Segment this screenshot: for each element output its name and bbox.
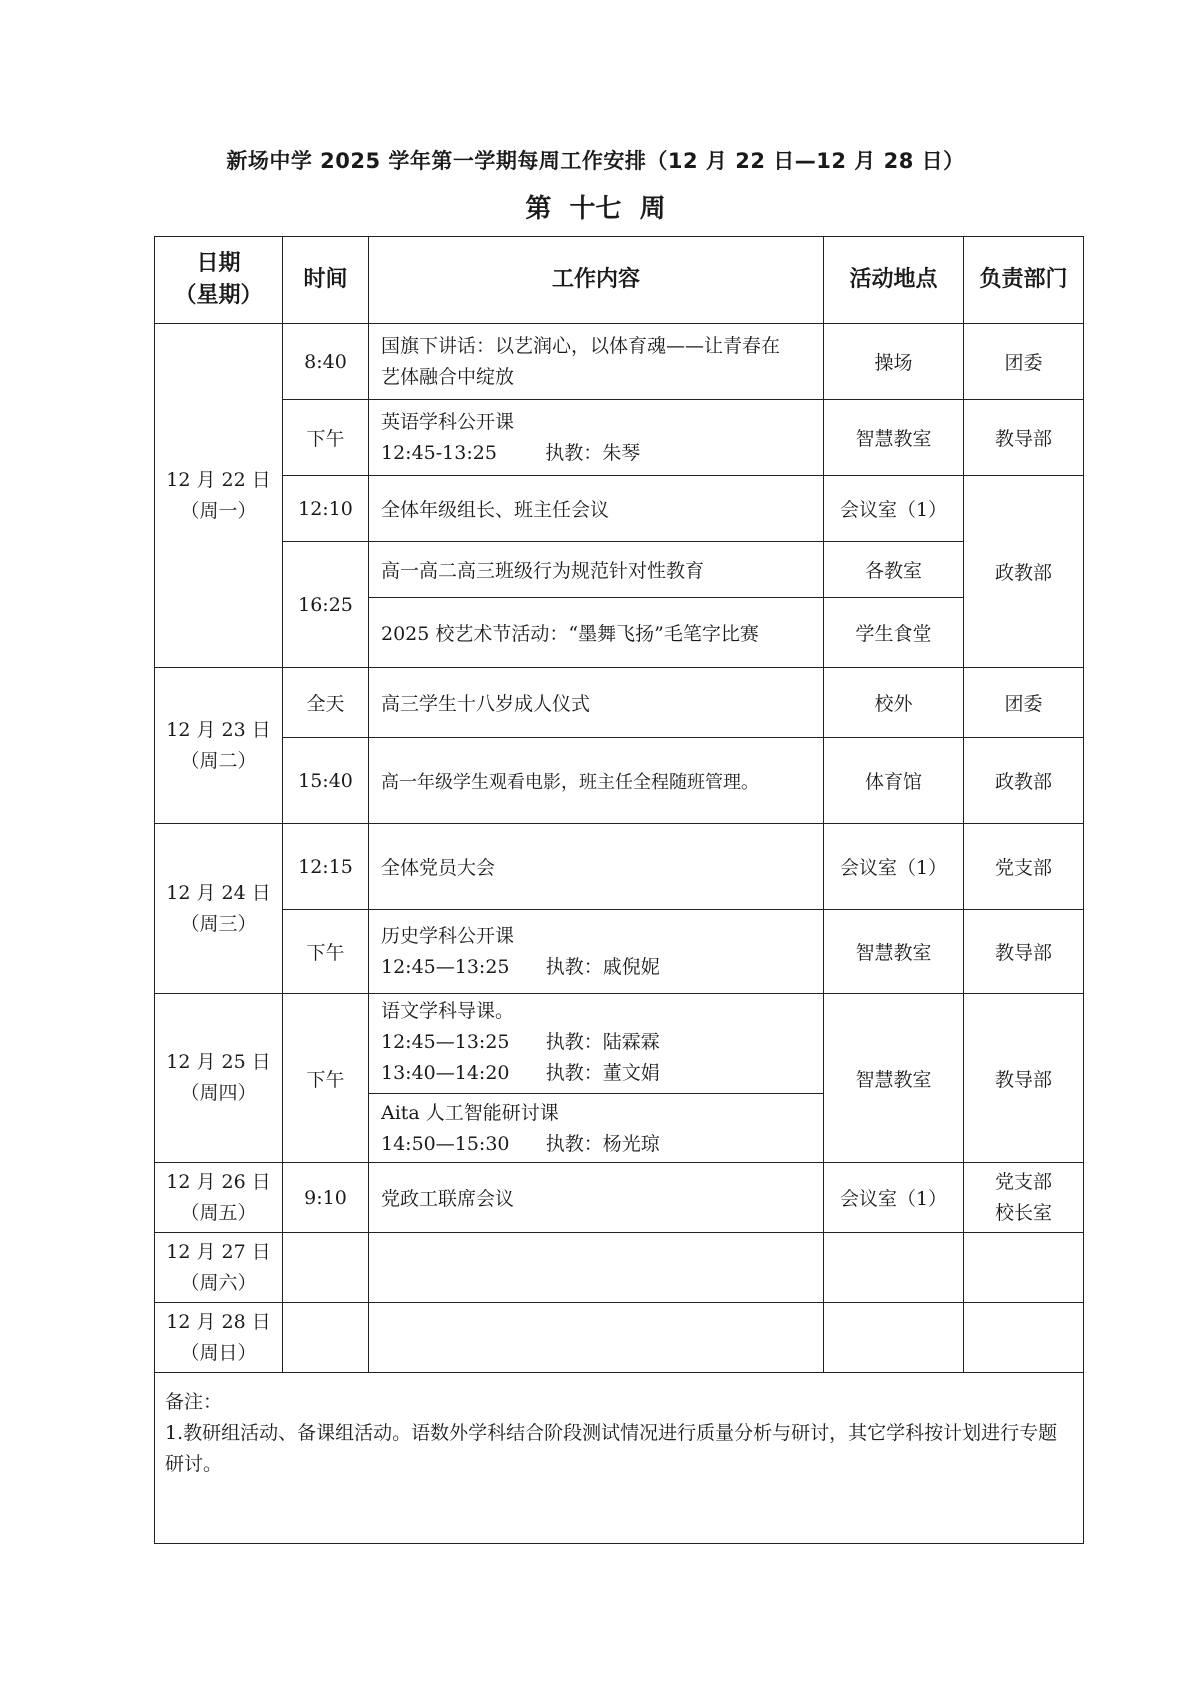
day-weekday: （周五）: [180, 1201, 257, 1224]
time-cell: 8:40: [283, 324, 369, 400]
time-cell: 下午: [283, 400, 369, 476]
table-row: [155, 400, 1084, 476]
table-row: [155, 738, 1084, 824]
content-cell: 全体年级组长、班主任会议: [369, 476, 824, 542]
location-cell: 智慧教室: [824, 910, 964, 994]
time-cell: 9:10: [283, 1163, 369, 1233]
location-cell: 会议室（1）: [824, 476, 964, 542]
content-line: 12:45—13:25 执教：陆霖霖: [381, 1031, 660, 1053]
table-row: [155, 476, 1084, 542]
header-weekday-label: （星期）: [174, 283, 263, 308]
location-cell: 学生食堂: [824, 598, 964, 668]
table-row: [155, 1303, 1084, 1373]
time-cell: 下午: [283, 994, 369, 1163]
day-cell-tue: [155, 668, 283, 824]
header-date-label: 日期: [196, 251, 241, 276]
location-cell: 智慧教室: [824, 400, 964, 476]
table-row: [155, 1163, 1084, 1233]
content-cell: [369, 400, 824, 476]
table-row: [155, 994, 1084, 1163]
content-cell: [369, 1233, 824, 1303]
table-row: [155, 324, 1084, 400]
content-cell: 党政工联席会议: [369, 1163, 824, 1233]
department-cell: 政教部: [964, 738, 1084, 824]
content-line: 14:50—15:30 执教：杨光琼: [381, 1133, 660, 1155]
content-cell: [369, 994, 824, 1163]
department-line: 校长室: [994, 1201, 1052, 1224]
day-cell-wed: [155, 824, 283, 994]
content-block: [369, 994, 823, 1093]
department-cell: 教导部: [964, 994, 1084, 1163]
content-cell: 高一年级学生观看电影，班主任全程随班管理。: [369, 738, 824, 824]
department-cell: 团委: [964, 324, 1084, 400]
day-weekday: （周三）: [180, 912, 257, 935]
location-cell: [824, 1233, 964, 1303]
table-row: [155, 542, 1084, 598]
notes-label: 备注：: [165, 1391, 223, 1413]
time-cell: [283, 1303, 369, 1373]
location-cell: 体育馆: [824, 738, 964, 824]
content-line: 英语学科公开课: [381, 410, 515, 433]
page-title: 新场中学 2025 学年第一学期每周工作安排（12 月 22 日—12 月 28 日）: [226, 149, 965, 173]
department-cell: 政教部: [964, 476, 1084, 668]
content-line: 历史学科公开课: [381, 924, 515, 947]
day-date: 12 月 23 日: [166, 718, 271, 741]
content-cell: [369, 910, 824, 994]
notes-cell: [155, 1373, 1084, 1544]
location-cell: 校外: [824, 668, 964, 738]
department-cell: 团委: [964, 668, 1084, 738]
content-line: 12:45—13:25 执教：戚倪妮: [381, 955, 660, 978]
content-line: 语文学科导课。: [381, 1000, 515, 1022]
day-cell-sun: [155, 1303, 283, 1373]
day-date: 12 月 27 日: [166, 1240, 271, 1263]
table-row: [155, 668, 1084, 738]
header-time: 时间: [283, 237, 369, 324]
header-date: [155, 237, 283, 324]
content-line: 13:40—14:20 执教：董文娟: [381, 1062, 660, 1084]
notes-text: 1.教研组活动、备课组活动。语数外学科结合阶段测试情况进行质量分析与研讨，其它学科按计划进行专题研讨。: [165, 1422, 1058, 1475]
time-cell: 全天: [283, 668, 369, 738]
content-block: [369, 1093, 823, 1162]
time-cell: [283, 1233, 369, 1303]
day-weekday: （周日）: [180, 1341, 257, 1364]
content-cell: 全体党员大会: [369, 824, 824, 910]
content-cell: 2025 校艺术节活动：“墨舞飞扬”毛笔字比赛: [369, 598, 824, 668]
department-cell: [964, 1163, 1084, 1233]
day-date: 12 月 22 日: [166, 468, 271, 491]
table-row: [155, 824, 1084, 910]
day-date: 12 月 24 日: [166, 881, 271, 904]
content-line: 艺体融合中绽放: [381, 365, 515, 388]
content-cell: 高三学生十八岁成人仪式: [369, 668, 824, 738]
day-cell-sat: [155, 1233, 283, 1303]
time-cell: 16:25: [283, 542, 369, 668]
day-cell-fri: [155, 1163, 283, 1233]
location-cell: 会议室（1）: [824, 1163, 964, 1233]
day-weekday: （周一）: [180, 499, 257, 522]
content-cell: 高一高二高三班级行为规范针对性教育: [369, 542, 824, 598]
content-line: 12:45-13:25 执教：朱琴: [381, 441, 641, 464]
content-cell: [369, 1303, 824, 1373]
department-cell: 教导部: [964, 910, 1084, 994]
location-cell: [824, 1303, 964, 1373]
table-row: [155, 1233, 1084, 1303]
location-cell: 会议室（1）: [824, 824, 964, 910]
table-header-row: [155, 237, 1084, 324]
department-cell: [964, 1233, 1084, 1303]
content-cell: [369, 324, 824, 400]
day-cell-thu: [155, 994, 283, 1163]
time-cell: 12:15: [283, 824, 369, 910]
day-weekday: （周四）: [180, 1082, 257, 1104]
content-line: Aita 人工智能研讨课: [381, 1102, 559, 1124]
day-weekday: （周二）: [180, 749, 257, 772]
location-cell: 智慧教室: [824, 994, 964, 1163]
department-cell: [964, 1303, 1084, 1373]
department-line: 党支部: [994, 1170, 1052, 1193]
week-title: 第 十七 周: [525, 194, 666, 224]
location-cell: 操场: [824, 324, 964, 400]
time-cell: 15:40: [283, 738, 369, 824]
location-cell: 各教室: [824, 542, 964, 598]
day-cell-mon: [155, 324, 283, 668]
time-cell: 下午: [283, 910, 369, 994]
time-cell: 12:10: [283, 476, 369, 542]
header-location: 活动地点: [824, 237, 964, 324]
header-department: 负责部门: [964, 237, 1084, 324]
day-weekday: （周六）: [180, 1271, 257, 1294]
department-cell: 党支部: [964, 824, 1084, 910]
department-cell: 教导部: [964, 400, 1084, 476]
content-line: 国旗下讲话：以艺润心，以体育魂——让青春在: [381, 334, 781, 357]
table-row: [155, 910, 1084, 994]
schedule-table: [154, 236, 1084, 1544]
notes-row: [155, 1373, 1084, 1544]
day-date: 12 月 26 日: [166, 1170, 271, 1193]
day-date: 12 月 25 日: [166, 1051, 271, 1073]
header-content: 工作内容: [369, 237, 824, 324]
day-date: 12 月 28 日: [166, 1310, 271, 1333]
